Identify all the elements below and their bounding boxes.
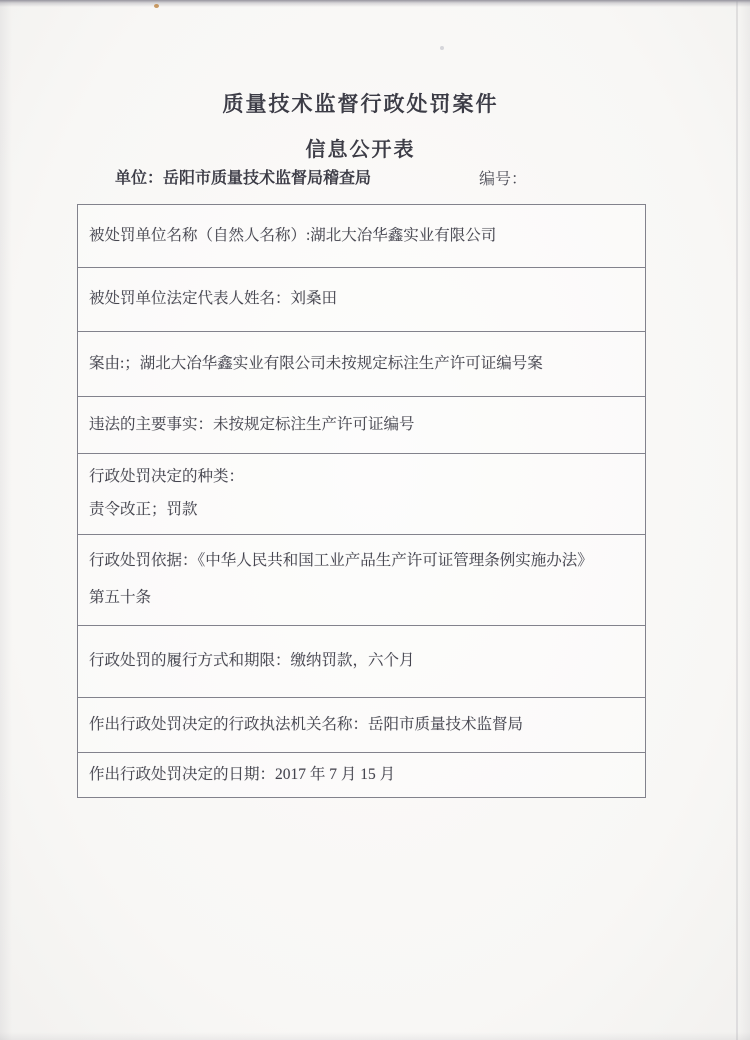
cell-text: 行政处罚的履行方式和期限：缴纳罚款，六个月 bbox=[89, 652, 415, 670]
table-row-penalty-basis bbox=[78, 535, 645, 626]
table-row-decision-date bbox=[78, 753, 645, 797]
cell-text: 行政处罚依据：《中华人民共和国工业产品生产许可证管理条例实施办法》 bbox=[89, 552, 593, 570]
unit-and-number-line bbox=[77, 165, 644, 191]
penalty-info-table bbox=[77, 204, 646, 798]
scan-speck bbox=[440, 46, 444, 50]
cell-text: 行政处罚决定的种类： bbox=[89, 467, 245, 485]
table-row-legal-representative bbox=[78, 268, 645, 332]
table-row-performance-method-and-term bbox=[78, 626, 645, 698]
cell-text: 被处罚单位法定代表人姓名：刘桑田 bbox=[89, 290, 338, 308]
unit-value: 岳阳市质量技术监督局稽查局 bbox=[163, 170, 372, 187]
table-row-penalty-types bbox=[78, 454, 645, 535]
table-row-cause-of-case bbox=[78, 332, 645, 397]
cell-text: 作出行政处罚决定的日期：2017 年 7 月 15 月 bbox=[89, 765, 396, 783]
document-title-line1: 质量技术监督行政处罚案件 bbox=[222, 92, 499, 116]
table-row-punished-unit-name bbox=[78, 205, 645, 268]
cell-text: 作出行政处罚决定的行政执法机关名称：岳阳市质量技术监督局 bbox=[89, 715, 524, 733]
cell-text: 第五十条 bbox=[89, 589, 152, 607]
cell-text: 责令改正；罚款 bbox=[89, 501, 198, 519]
table-row-main-illegal-facts bbox=[78, 397, 645, 454]
case-number-label: 编号： bbox=[479, 171, 528, 188]
cell-text: 案由:；湖北大冶华鑫实业有限公司未按规定标注生产许可证编号案 bbox=[89, 354, 543, 372]
document-title-line2: 信息公开表 bbox=[305, 139, 416, 161]
scan-right-edge-shadow bbox=[736, 0, 738, 1040]
cell-text: 违法的主要事实：未按规定标注生产许可证编号 bbox=[89, 415, 415, 433]
cell-text: 被处罚单位名称（自然人名称）:湖北大冶华鑫实业有限公司 bbox=[89, 226, 497, 244]
table-row-enforcement-agency bbox=[78, 698, 645, 753]
unit-label: 单位： bbox=[115, 170, 164, 187]
scan-speck bbox=[154, 4, 159, 8]
